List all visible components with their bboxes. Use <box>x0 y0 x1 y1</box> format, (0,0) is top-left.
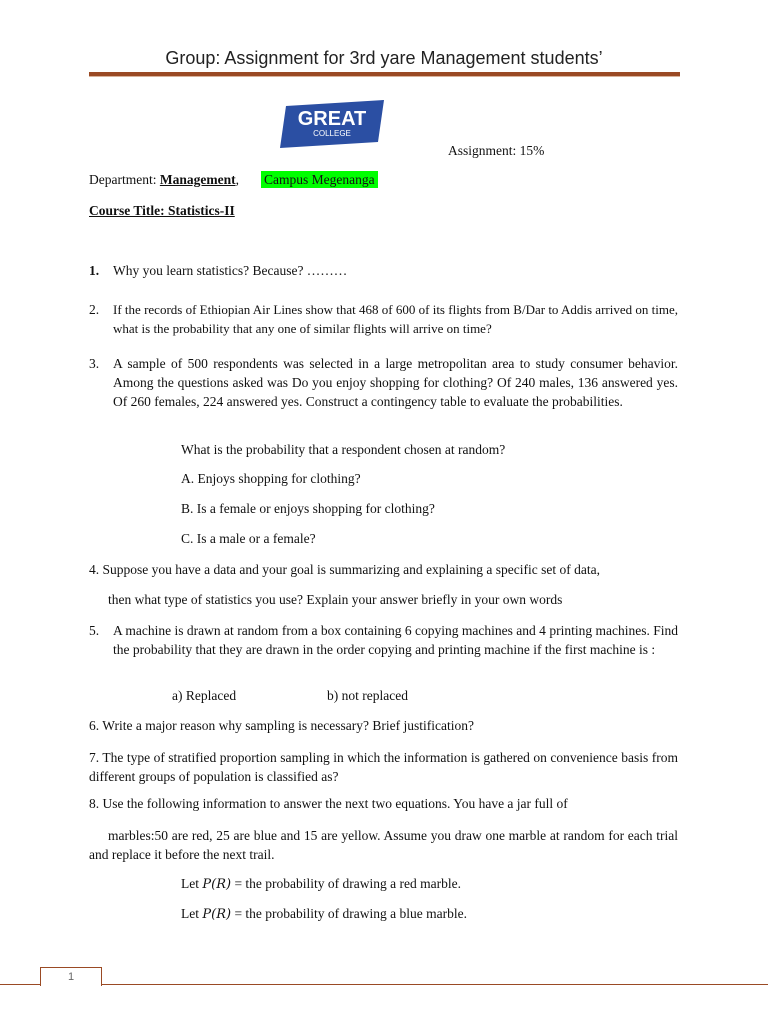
logo-top-text: GREAT <box>297 108 367 130</box>
question-5-text: A machine is drawn at random from a box containing 6 copying machines and 4 printing machines. Find the probability that they are drawn in the order copying and printing machine if the first machine is : <box>113 623 678 657</box>
question-3-prompt: What is the probability that a respondent chosen at random? <box>181 442 506 457</box>
question-5-number: 5. <box>89 623 100 638</box>
department-line <box>89 172 378 188</box>
question-5-option-b: b) not replaced <box>327 688 408 703</box>
question-8-line-2: marbles:50 are red, 25 are blue and 15 are yellow. Assume you draw one marble at random for each trial and replace it before the next trail. <box>89 828 678 862</box>
question-8-line-1: 8. Use the following information to answer the next two equations. You have a jar full of <box>89 796 568 811</box>
assignment-weight: Assignment: 15% <box>448 143 545 158</box>
department-label: Department: <box>89 172 160 187</box>
question-3-option-b: B. Is a female or enjoys shopping for clothing? <box>181 501 435 516</box>
definition-2-suffix: = the probability of drawing a blue marble. <box>231 906 467 921</box>
question-3-number: 3. <box>89 356 100 371</box>
campus-highlight: Campus Megenanga <box>261 171 378 188</box>
page-header-title: Group: Assignment for 3rd yare Management students’ <box>165 48 603 68</box>
question-3-option-a: A. Enjoys shopping for clothing? <box>181 471 361 486</box>
definition-2-prefix: Let <box>181 906 203 921</box>
definition-1-prefix: Let <box>181 876 203 891</box>
question-1-number: 1. <box>89 263 100 278</box>
question-8-definition-1 <box>181 876 461 892</box>
header-rule <box>89 72 680 77</box>
question-5-option-a: a) Replaced <box>172 688 237 703</box>
page-number: 1 <box>40 967 102 986</box>
question-2-number: 2. <box>89 302 100 317</box>
question-8-definition-2 <box>181 906 467 922</box>
definition-1-suffix: = the probability of drawing a red marble. <box>231 876 461 891</box>
question-7-text: 7. The type of stratified proportion sampling in which the information is gathered on convenience basis from different groups of population is classified as? <box>89 750 678 784</box>
question-1-text: Why you learn statistics? Because? ……… <box>113 263 348 278</box>
question-3-option-c: C. Is a male or a female? <box>181 531 316 546</box>
department-suffix: , <box>235 172 239 187</box>
question-3-text: A sample of 500 respondents was selected in a large metropolitan area to study consumer behavior. Among the questions asked was Do you enjoy shopping for clothing? Of 240 males, 136 answered yes. Of 260 females, 224 answered yes. Construct a contingency table to evaluate the probabilities. <box>113 356 678 409</box>
question-4-line-2: then what type of statistics you use? Explain your answer briefly in your own words <box>108 592 563 607</box>
logo-bottom-text: COLLEGE <box>313 129 351 138</box>
definition-2-math: P(R) <box>202 907 232 922</box>
definition-1-math: P(R) <box>202 877 232 892</box>
question-4-line-1: 4. Suppose you have a data and your goal is summarizing and explaining a specific set of data, <box>89 562 600 577</box>
footer-rule <box>0 984 768 985</box>
question-6-text: 6. Write a major reason why sampling is necessary? Brief justification? <box>89 718 474 733</box>
question-2-text: If the records of Ethiopian Air Lines show that 468 of 600 of its flights from B/Dar to Addis arrived on time, what is the probability that any one of similar flights will arrive on time? <box>113 302 678 336</box>
college-logo <box>278 98 388 150</box>
course-title: Course Title: Statistics-II <box>89 203 235 218</box>
department-value: Management <box>159 172 236 187</box>
